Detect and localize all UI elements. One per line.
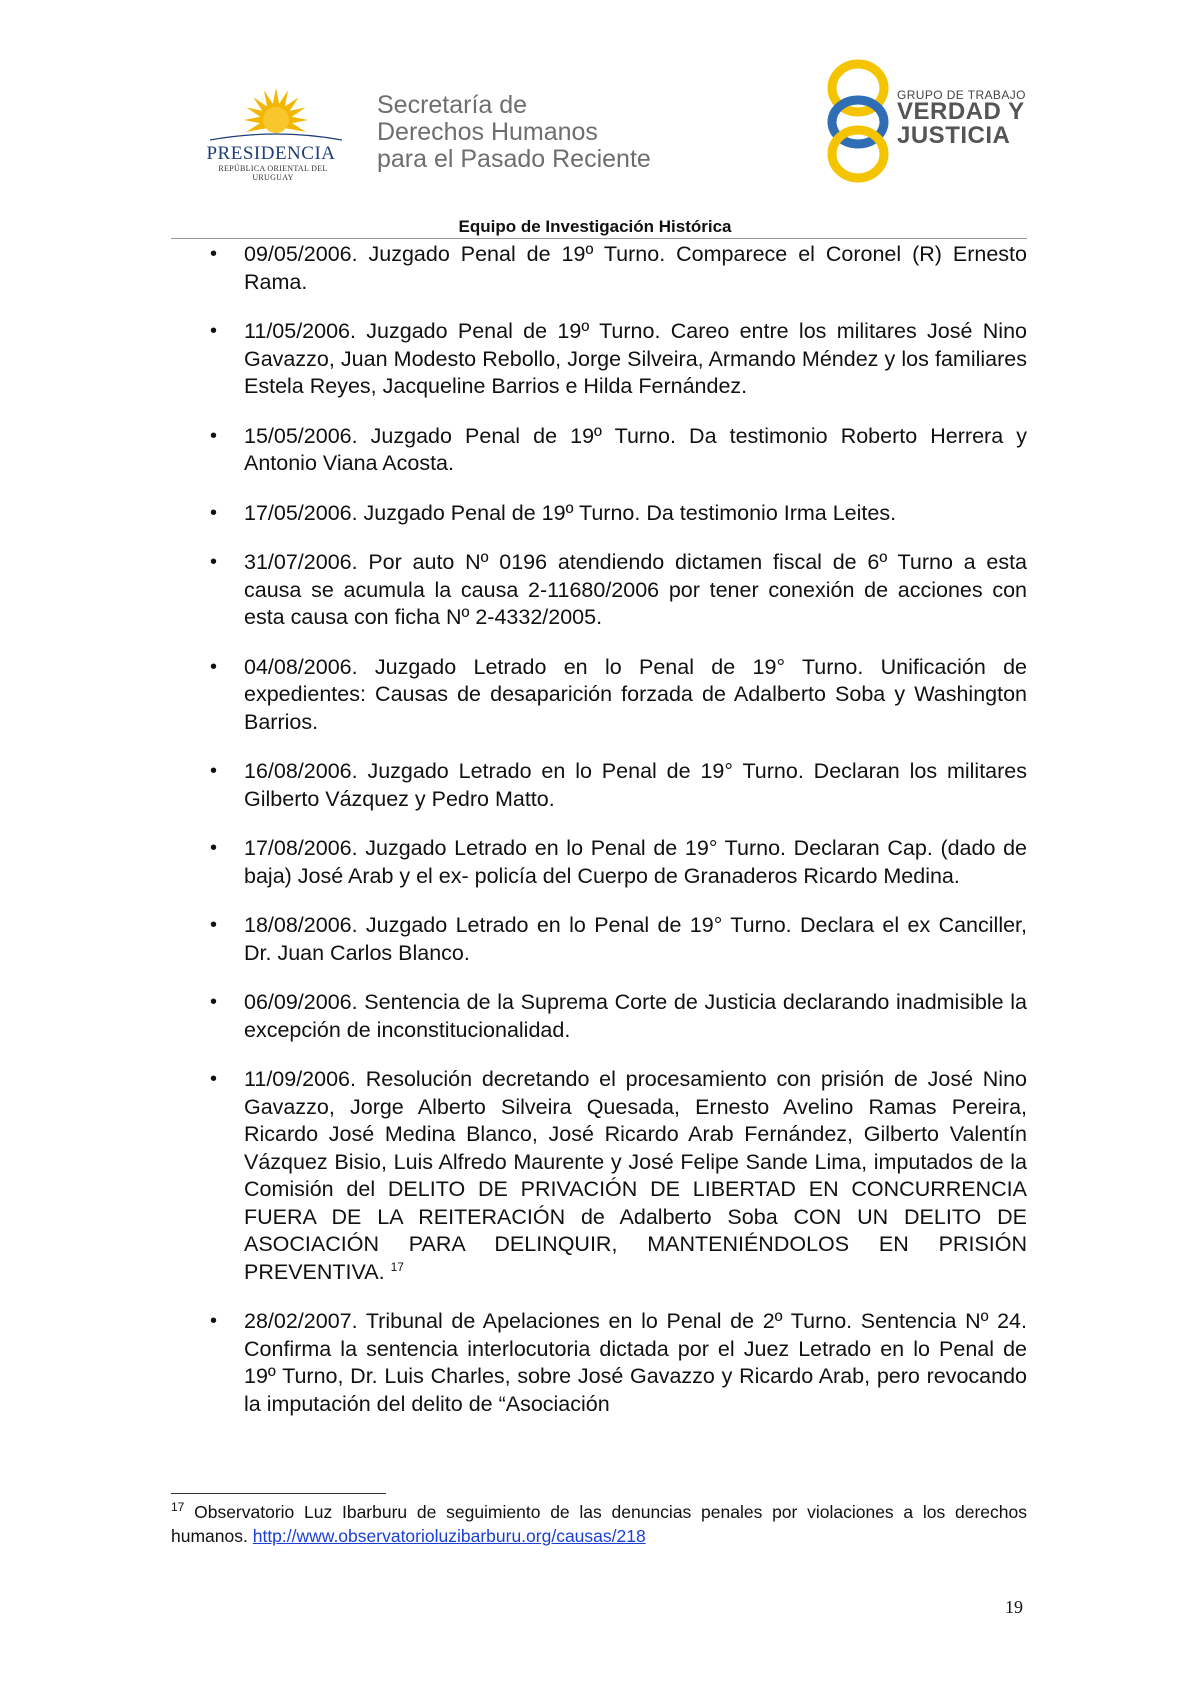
secretaria-line-2: Derechos Humanos	[377, 118, 598, 146]
bullet-icon: •	[210, 991, 218, 1013]
verdad-justicia-label	[897, 100, 1025, 148]
bullet-icon: •	[210, 655, 218, 678]
list-item	[207, 423, 1027, 478]
secretaria-line-3: para el Pasado Reciente	[377, 145, 651, 173]
list-item-text: 11/09/2006. Resolución decretando el procesamiento con prisión de José Nino Gavazzo, Jorge Alberto Silveira Quesada, Ernesto Avelino Ramas Pereira, Ricardo José Medina Blanco, José Ricardo Arab Fernández, Gilberto Valentín Vázquez Bisio, Luis Alfredo Maurente y José Felipe Sande Lima, imputados de la Comisión del DELITO DE PRIVACIÓN DE LIBERTAD EN CONCURRENCIA FUERA DE LA REITERACIÓN de Adalberto Soba CON UN DELITO DE ASOCIACIÓN PARA DELINQUIR, MANTENIÉNDOLOS EN PRISIÓN PREVENTIVA.	[244, 1067, 1027, 1284]
bullet-icon: •	[210, 760, 218, 782]
header-divider	[171, 238, 1027, 239]
list-item	[207, 1066, 1027, 1286]
grupo-de-trabajo-label: GRUPO DE TRABAJO	[897, 88, 1026, 102]
presidencia-sublabel: REPÚBLICA ORIENTAL DEL URUGUAY	[218, 164, 328, 182]
chronology-list	[207, 241, 1027, 1440]
bullet-icon: •	[210, 320, 218, 342]
list-item-text: 11/05/2006. Juzgado Penal de 19º Turno. Careo entre los militares José Nino Gavazzo, Juan Modesto Rebollo, Jorge Silveira, Armando Méndez y los familiares Estela Reyes, Jacqueline Barrios e Hilda Fernández.	[244, 319, 1027, 398]
footnote-ref[interactable]: 17	[390, 1259, 404, 1274]
page-number: 19	[1005, 1597, 1023, 1617]
list-item	[207, 758, 1027, 813]
list-item	[207, 549, 1027, 632]
list-item	[207, 1308, 1027, 1418]
bullet-icon: •	[210, 914, 218, 936]
footnote	[171, 1500, 1027, 1548]
list-item-text: 16/08/2006. Juzgado Letrado en lo Penal de 19° Turno. Declaran los militares Gilberto Vázquez y Pedro Matto.	[244, 759, 1027, 811]
list-item	[207, 500, 1027, 528]
bullet-icon: •	[210, 551, 218, 573]
list-item	[207, 912, 1027, 967]
list-item-text: 28/02/2007. Tribunal de Apelaciones en lo Penal de 2º Turno. Sentencia Nº 24. Confirma la sentencia interlocutoria dictada por el Juez Letrado en lo Penal de 19º Turno, Dr. Luis Charles, sobre José Gavazzo y Ricardo Arab, pero revocando la imputación del delito de “Asociación	[244, 1309, 1027, 1416]
list-item	[207, 654, 1027, 737]
list-item-text: 18/08/2006. Juzgado Letrado en lo Penal de 19° Turno. Declara el ex Canciller, Dr. Juan Carlos Blanco.	[244, 913, 1027, 965]
footnote-number: 17	[171, 1500, 185, 1515]
page-header-title: Equipo de Investigación Histórica	[458, 217, 732, 236]
list-item-text: 15/05/2006. Juzgado Penal de 19º Turno. Da testimonio Roberto Herrera y Antonio Viana Acosta.	[244, 423, 1027, 475]
footnote-divider	[171, 1493, 386, 1494]
verdad-label: VERDAD Y	[897, 98, 1025, 125]
footnote-link[interactable]: http://www.observatorioluzibarburu.org/causas/218	[252, 1526, 646, 1546]
bullet-icon: •	[210, 243, 218, 265]
list-item-text: 06/09/2006. Sentencia de la Suprema Corte de Justicia declarando inadmisible la excepción de inconstitucionalidad.	[244, 990, 1027, 1042]
list-item	[207, 989, 1027, 1044]
bullet-icon: •	[210, 501, 218, 524]
bullet-icon: •	[210, 1310, 218, 1332]
bullet-icon: •	[210, 424, 218, 447]
secretaria-title	[377, 92, 651, 173]
list-item	[207, 835, 1027, 890]
list-item	[207, 241, 1027, 296]
bullet-icon: •	[210, 1068, 218, 1090]
list-item-text: 04/08/2006. Juzgado Letrado en lo Penal de 19° Turno. Unificación de expedientes: Causas de desaparición forzada de Adalberto Soba y Washington Barrios.	[244, 654, 1027, 734]
footnote-text: Observatorio Luz Ibarburu de seguimiento de las denuncias penales por violaciones a los derechos humanos.	[171, 1502, 1027, 1546]
bullet-icon: •	[210, 837, 218, 859]
justicia-label: JUSTICIA	[897, 122, 1011, 149]
list-item-text: 31/07/2006. Por auto Nº 0196 atendiendo dictamen fiscal de 6º Turno a esta causa se acumula la causa 2-11680/2006 por tener conexión de acciones con esta causa con ficha Nº 2-4332/2005.	[244, 550, 1027, 629]
list-item-text: 09/05/2006. Juzgado Penal de 19º Turno. Comparece el Coronel (R) Ernesto Rama.	[244, 242, 1027, 294]
list-item-text: 17/08/2006. Juzgado Letrado en lo Penal de 19° Turno. Declaran Cap. (dado de baja) José Arab y el ex- policía del Cuerpo de Granaderos Ricardo Medina.	[244, 836, 1027, 888]
list-item	[207, 318, 1027, 401]
list-item-text: 17/05/2006. Juzgado Penal de 19º Turno. Da testimonio Irma Leites.	[244, 500, 897, 525]
secretaria-line-1: Secretaría de	[377, 91, 528, 119]
presidencia-label: PRESIDENCIA	[206, 143, 336, 164]
